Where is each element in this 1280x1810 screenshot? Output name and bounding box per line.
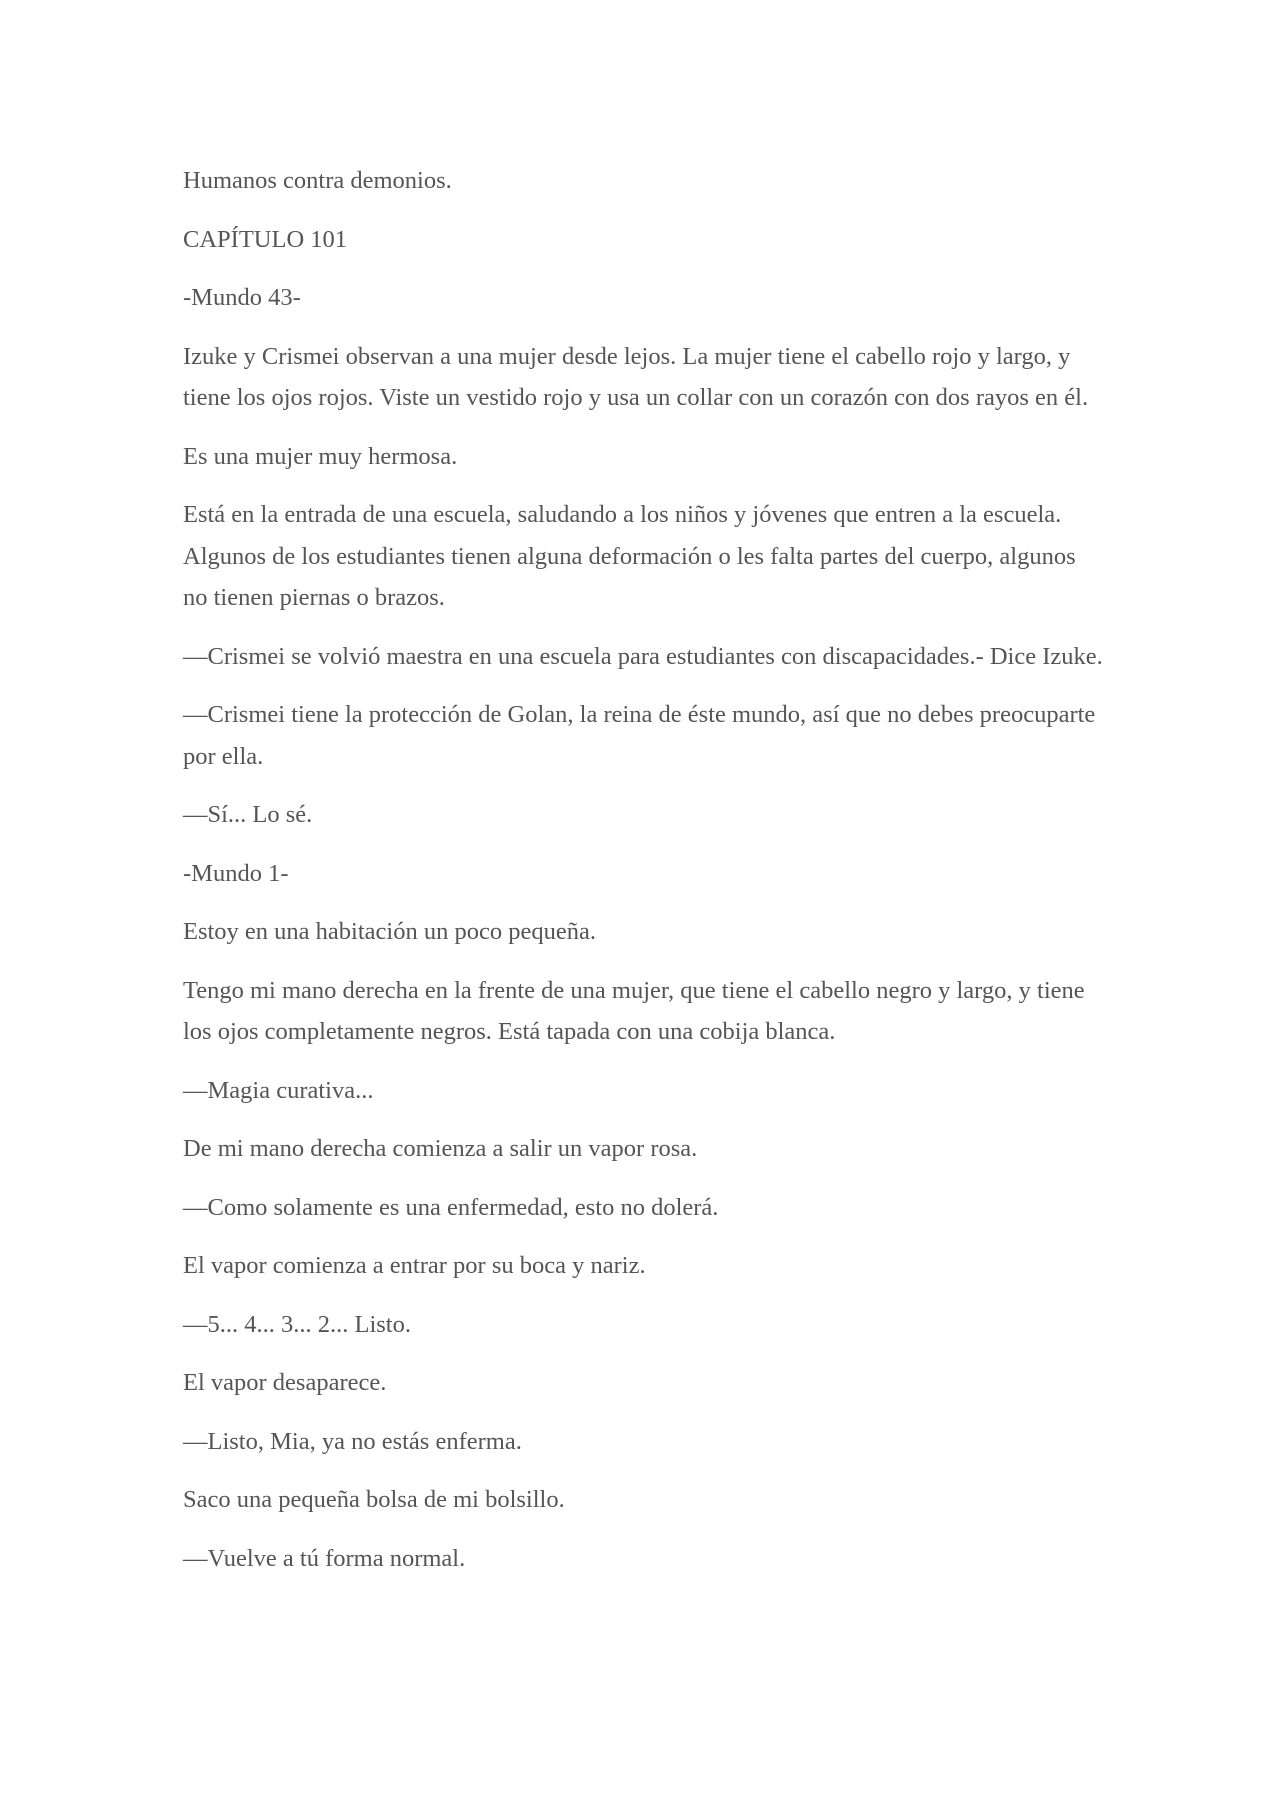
paragraph: Saco una pequeña bolsa de mi bolsillo. [183, 1486, 565, 1513]
dialogue-line: —Vuelve a tú forma normal. [183, 1544, 466, 1572]
dialogue-line: —5... 4... 3... 2... Listo. [183, 1310, 411, 1338]
chapter-heading: CAPÍTULO 101 [183, 225, 348, 253]
dialogue-line: —Crismei tiene la protección de Golan, la reina de éste mundo, así que no debes preocuparte por ella. [183, 701, 1096, 770]
paragraph: El vapor desaparece. [183, 1369, 387, 1396]
paragraph: Está en la entrada de una escuela, saludando a los niños y jóvenes que entren a la escuela. Algunos de los estudiantes tienen alguna deformación o les falta partes del cuerpo, algunos no tienen piernas o brazos. [183, 501, 1076, 611]
dialogue-line: —Crismei se volvió maestra en una escuela para estudiantes con discapacidades.- Dice Izuke. [183, 642, 1103, 670]
paragraph: El vapor comienza a entrar por su boca y nariz. [183, 1252, 646, 1279]
paragraph: Tengo mi mano derecha en la frente de una mujer, que tiene el cabello negro y largo, y tiene los ojos completamente negros. Está tapada con una cobija blanca. [183, 976, 1085, 1045]
dialogue-line: —Magia curativa... [183, 1076, 374, 1104]
paragraph: Estoy en una habitación un poco pequeña. [183, 918, 596, 945]
paragraph: Es una mujer muy hermosa. [183, 442, 458, 470]
scene-heading: -Mundo 43- [183, 284, 301, 311]
dialogue-line: —Como solamente es una enfermedad, esto no dolerá. [183, 1193, 719, 1221]
document-body [183, 160, 1103, 1596]
dialogue-line: —Listo, Mia, ya no estás enferma. [183, 1427, 522, 1455]
paragraph: Izuke y Crismei observan a una mujer desde lejos. La mujer tiene el cabello rojo y largo, y tiene los ojos rojos. Viste un vestido rojo y usa un collar con un corazón con dos rayos en él. [183, 342, 1089, 411]
document-title: Humanos contra demonios. [183, 167, 452, 194]
paragraph: De mi mano derecha comienza a salir un vapor rosa. [183, 1135, 698, 1162]
dialogue-line: —Sí... Lo sé. [183, 801, 313, 828]
scene-heading: -Mundo 1- [183, 859, 289, 887]
